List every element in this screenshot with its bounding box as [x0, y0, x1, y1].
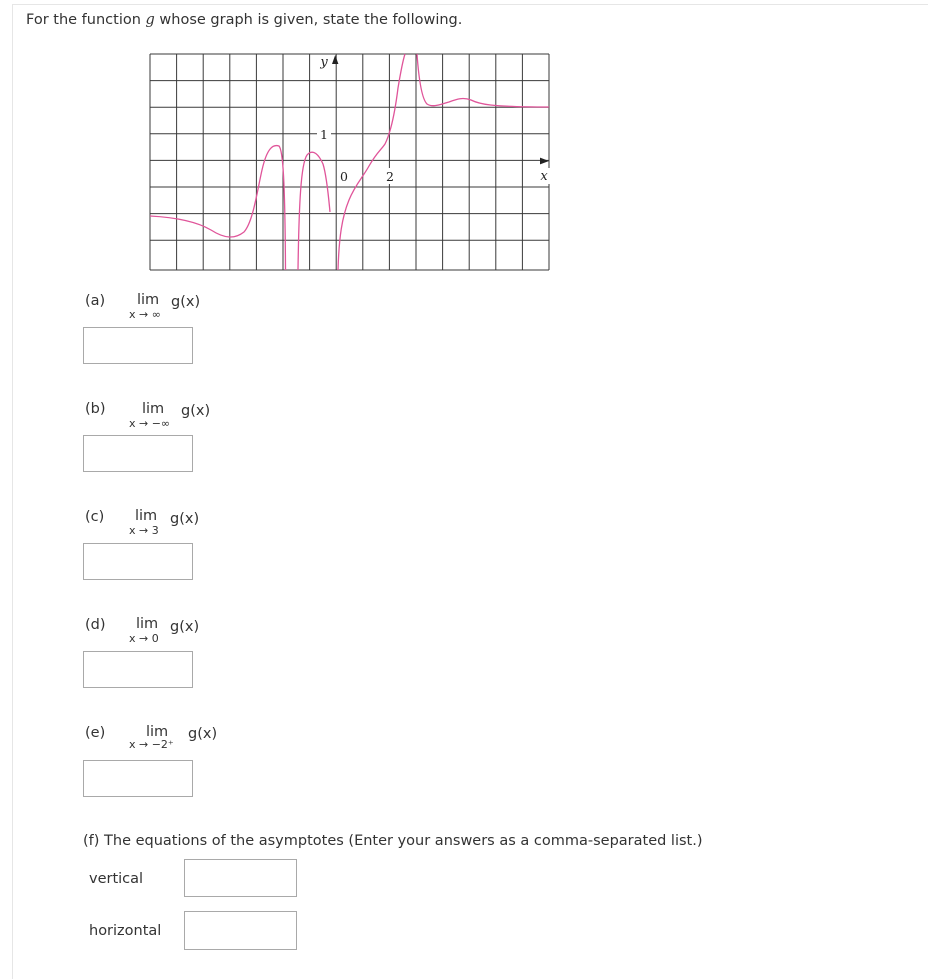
- part-d-label: (d): [85, 617, 106, 633]
- tick-label-zero: 0: [340, 169, 348, 184]
- function-expression: g(x): [171, 294, 201, 310]
- curve-center-branch: [338, 54, 405, 270]
- asymptotes-prompt: (f) The equations of the asymptotes (Enter your answers as a comma-separated list.): [83, 833, 703, 849]
- curve-left-branch: [150, 146, 286, 270]
- part-a-answer-input[interactable]: [83, 327, 193, 364]
- y-axis-arrow: [332, 55, 338, 64]
- lim-word: lim: [135, 508, 158, 524]
- lim-word: lim: [136, 616, 159, 632]
- tick-label-one: 1: [320, 127, 328, 142]
- function-expression: g(x): [170, 619, 200, 635]
- horizontal-asymptote-input[interactable]: [184, 911, 297, 950]
- lim-subscript: x → 0: [129, 632, 159, 645]
- graph-grid: [150, 54, 549, 270]
- curve-middle-branch: [298, 152, 330, 270]
- vertical-asymptote-label: vertical: [89, 871, 144, 887]
- lim-subscript: x → 3: [129, 524, 159, 537]
- vertical-asymptote-input[interactable]: [184, 859, 297, 897]
- function-curve: [150, 54, 549, 270]
- lim-word: lim: [146, 724, 169, 740]
- part-c-answer-input[interactable]: [83, 543, 193, 580]
- part-c-label: (c): [85, 509, 105, 525]
- part-d-answer-input[interactable]: [83, 651, 193, 688]
- part-e-label: (e): [85, 725, 106, 741]
- horizontal-asymptote-label: horizontal: [89, 923, 162, 939]
- part-a-label: (a): [85, 293, 106, 309]
- lim-word: lim: [142, 401, 165, 417]
- lim-subscript: x → −∞: [129, 417, 171, 430]
- lim-subscript: x → ∞: [129, 308, 161, 321]
- x-axis-label: x: [540, 169, 548, 184]
- x-axis-arrow: [540, 158, 549, 165]
- question-prompt: For the function g whose graph is given, state the following.: [26, 12, 463, 28]
- function-expression: g(x): [170, 511, 200, 527]
- function-expression: g(x): [188, 726, 218, 742]
- tick-label-two: 2: [386, 169, 394, 184]
- function-graph: [149, 52, 552, 272]
- y-axis-label: y: [320, 55, 328, 70]
- lim-word: lim: [137, 292, 160, 308]
- part-e-answer-input[interactable]: [83, 760, 193, 797]
- function-expression: g(x): [181, 403, 211, 419]
- part-b-label: (b): [85, 401, 106, 417]
- part-b-answer-input[interactable]: [83, 435, 193, 472]
- lim-subscript: x → −2⁺: [129, 738, 174, 751]
